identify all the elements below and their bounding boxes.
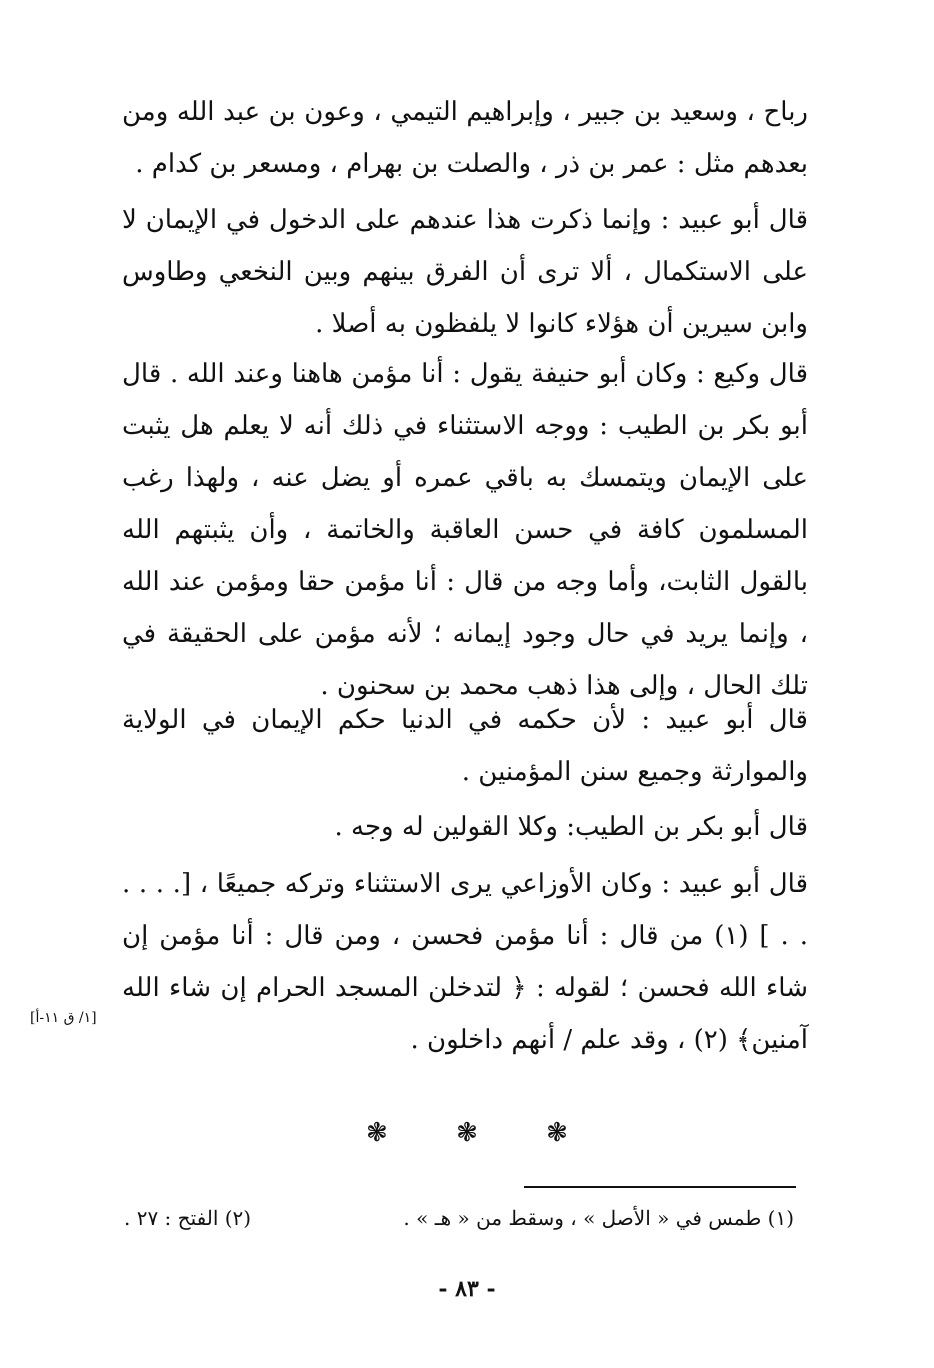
footnote-1: (١) طمس في « الأصل » ، وسقط من « هـ » . (403, 1206, 794, 1230)
page-number: - ٨٣ - (438, 1276, 496, 1302)
section-separator (0, 1118, 934, 1148)
footnote-2: (٢) الفتح : ٢٧ . (124, 1206, 252, 1230)
paragraph-4 (122, 694, 808, 798)
paragraph-4-text: قال أبو عبيد : لأن حكمه في الدنيا حكم الإيمان في الولاية والموارثة وجميع سنن المؤمنين . (122, 705, 808, 787)
paragraph-6-text: قال أبو عبيد : وكان الأوزاعي يرى الاستثناء وتركه جميعًا ، [. . . . . . ] (١) من قال : أنا مؤمن فحسن ، ومن قال : أنا مؤمن إن شاء الله فحسن ؛ لقوله : ﴿ لتدخلن المسجد الحرام إن شاء الله آمنين﴾ (٢) ، وقد علم / أنهم داخلون . (122, 869, 808, 1055)
asterism-ornament-icon: ❃ (366, 1118, 388, 1148)
paragraph-6 (122, 858, 808, 1066)
paragraph-2 (122, 194, 808, 350)
paragraph-2-text: قال أبو عبيد : وإنما ذكرت هذا عندهم على الدخول في الإيمان لا على الاستكمال ، ألا ترى أن الفرق بينهم وبين النخعي وطاوس وابن سيرين أن هؤلاء كانوا لا يلفظون به أصلا . (122, 205, 808, 339)
paragraph-1-text: رباح ، وسعيد بن جبير ، وإبراهيم التيمي ، وعون بن عبد الله ومن بعدهم مثل : عمر بن ذر ، والصلت بن بهرام ، ومسعر بن كدام . (122, 97, 808, 179)
paragraph-1 (122, 86, 808, 190)
asterism-ornament-icon: ❃ (546, 1118, 568, 1148)
paragraph-3-text: قال وكيع : وكان أبو حنيفة يقول : أنا مؤمن هاهنا وعند الله . قال أبو بكر بن الطيب : ووجه الاستثناء في ذلك أنه لا يعلم هل يثبت على الإيمان ويتمسك به باقي عمره أو يضل عنه ، ولهذا رغب المسلمون كافة في حسن العاقبة والخاتمة ، وأن يثبتهم الله بالقول الثابت، وأما وجه من قال : أنا مؤمن حقا ومؤمن عند الله ، وإنما يريد في حال وجود إيمانه ؛ لأنه مؤمن على الحقيقة في تلك الحال ، وإلى هذا ذهب محمد بن سحنون . (122, 359, 808, 701)
manuscript-folio-reference: [١/ ق ١١-أ] (30, 1010, 97, 1026)
asterism-ornament-icon: ❃ (456, 1118, 478, 1148)
footnote-divider (524, 1186, 796, 1188)
paragraph-3 (122, 348, 808, 712)
paragraph-5 (122, 801, 808, 853)
paragraph-5-text: قال أبو بكر بن الطيب: وكلا القولين له وجه . (334, 812, 808, 842)
